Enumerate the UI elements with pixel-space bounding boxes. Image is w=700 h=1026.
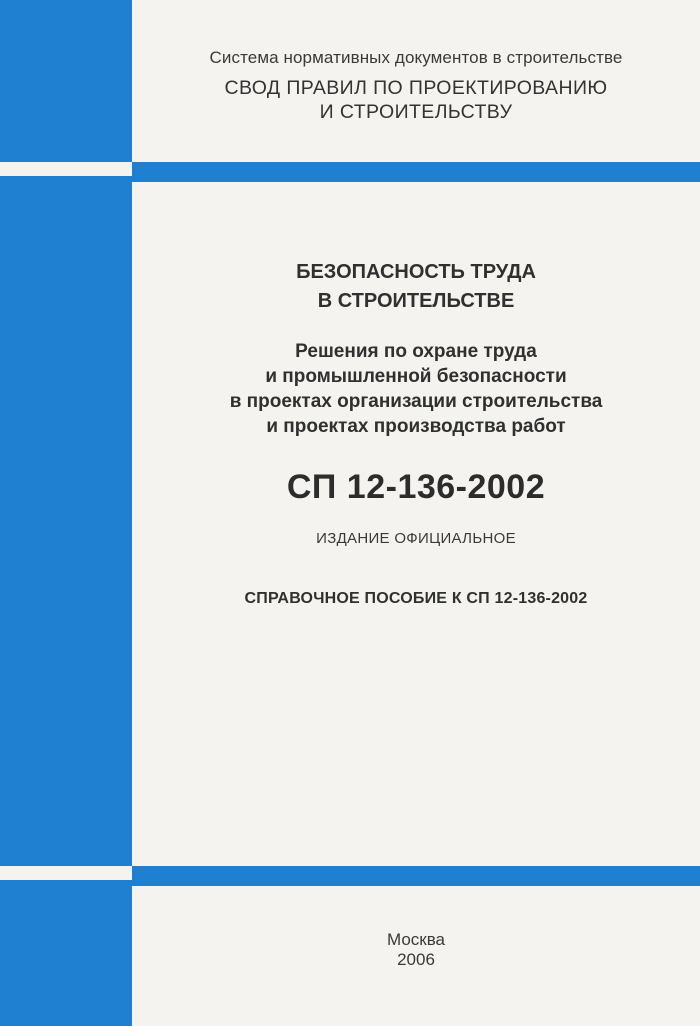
document-code: СП 12-136-2002: [286, 468, 546, 506]
code-title-line-2: И СТРОИТЕЛЬСТВУ: [319, 101, 513, 123]
edition-label: ИЗДАНИЕ ОФИЦИАЛЬНОЕ: [316, 530, 516, 547]
document-title: [132, 258, 700, 316]
document-subtitle: [132, 339, 700, 439]
publication-place: [132, 930, 700, 970]
top-blue-stripe: [132, 162, 700, 182]
bottom-blue-stripe: [132, 866, 700, 886]
subtitle-line-1: Решения по охране труда: [295, 341, 537, 362]
subtitle-line-4: и проектах производства работ: [266, 416, 566, 437]
document-title-line-1: БЕЗОПАСНОСТЬ ТРУДА: [296, 261, 536, 283]
code-title-line-1: СВОД ПРАВИЛ ПО ПРОЕКТИРОВАНИЮ: [224, 77, 608, 99]
band-gap-bottom: [0, 866, 132, 880]
series-name: Система нормативных документов в строительстве: [209, 48, 623, 67]
city-name: Москва: [386, 930, 446, 949]
document-title-line-2: В СТРОИТЕЛЬСТВЕ: [317, 290, 515, 312]
publication-year: 2006: [397, 950, 435, 969]
left-blue-band: [0, 0, 132, 1026]
band-gap-top: [0, 162, 132, 176]
reference-label: СПРАВОЧНОЕ ПОСОБИЕ К СП 12-136-2002: [244, 590, 588, 607]
code-title: [132, 76, 700, 124]
subtitle-line-2: и промышленной безопасности: [265, 366, 567, 387]
subtitle-line-3: в проектах организации строительства: [229, 391, 603, 412]
